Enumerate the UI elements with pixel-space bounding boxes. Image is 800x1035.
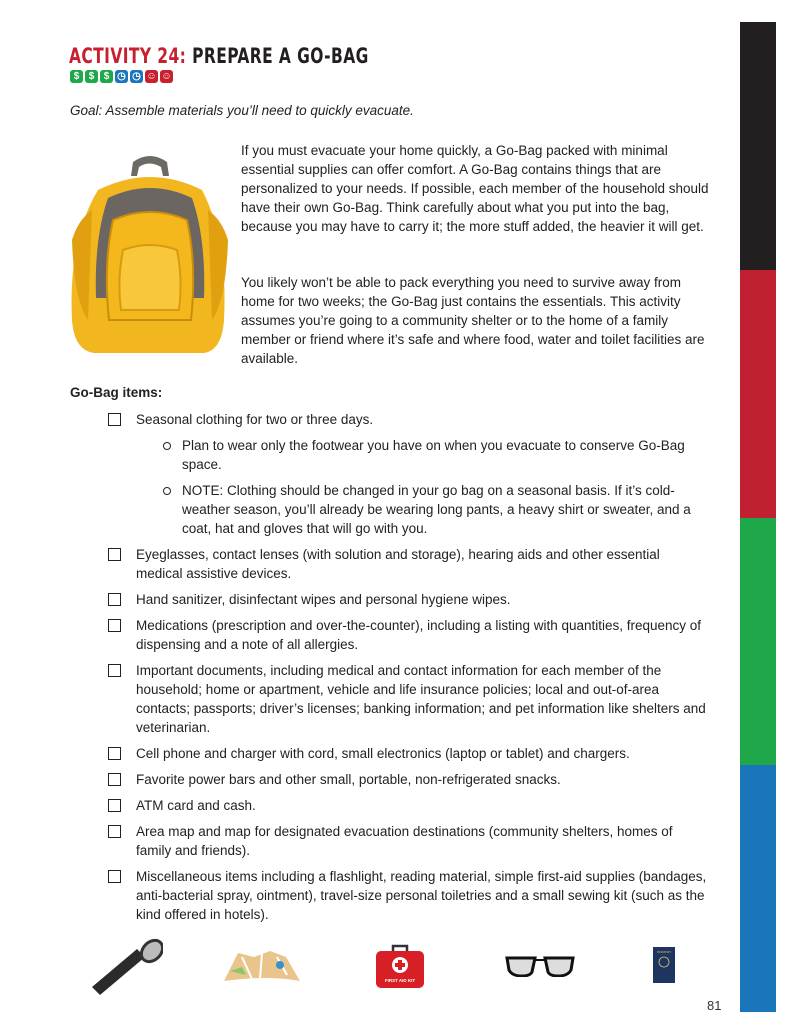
checklist-item-text: Hand sanitizer, disinfectant wipes and personal hygiene wipes.	[136, 592, 511, 607]
color-tab-black	[740, 22, 776, 270]
checklist-item	[108, 410, 708, 538]
sub-bullet-text: Plan to wear only the footwear you have on when you evacuate to conserve Go-Bag space.	[182, 438, 685, 472]
bullet-circle-icon	[163, 442, 171, 450]
backpack-image	[68, 150, 233, 360]
checklist-item-text: Seasonal clothing for two or three days.	[136, 412, 374, 427]
dollar-icon: $	[70, 70, 83, 83]
intro-paragraph-2: You likely won’t be able to pack everything you need to survive away from home for two weeks; the Go-Bag just contains the essentials. This activity assumes you’re going to a community shelter or to the home of a family member or friend where it’s safe and where food, water and toilet facilities are available.	[241, 275, 705, 366]
checkbox[interactable]	[108, 773, 121, 786]
checklist-item-text: Important documents, including medical and contact information for each member of the household; home or apartment, vehicle and life insurance policies; local and out-of-area contacts; passports; driver’s licenses; banking information; and pet information like shelters and veterinarian.	[136, 663, 706, 735]
bullet-circle-icon	[163, 487, 171, 495]
checkbox[interactable]	[108, 548, 121, 561]
svg-text:PASSPORT: PASSPORT	[657, 951, 671, 954]
checklist	[108, 410, 708, 931]
difficulty-badges	[70, 70, 173, 83]
eyeglasses-image	[505, 955, 575, 977]
dollar-icon: $	[85, 70, 98, 83]
checklist-item	[108, 744, 708, 763]
goal-text: Goal: Assemble materials you’ll need to quickly evacuate.	[70, 103, 414, 118]
effort-icon: ☺	[146, 70, 157, 82]
flashlight-image	[88, 937, 163, 999]
checkbox[interactable]	[108, 825, 121, 838]
checkbox[interactable]	[108, 747, 121, 760]
clock-icon: ◷	[115, 70, 128, 83]
checkbox[interactable]	[108, 619, 121, 632]
checklist-item	[108, 661, 708, 737]
checklist-item-text: ATM card and cash.	[136, 798, 256, 813]
color-tab-red	[740, 270, 776, 518]
checklist-item-text: Medications (prescription and over-the-counter), including a listing with quantities, frequency of dispensing and a note of all allergies.	[136, 618, 702, 652]
checklist-item-text: Area map and map for designated evacuation destinations (community shelters, homes of family and friends).	[136, 824, 673, 858]
intro-paragraph-1: If you must evacuate your home quickly, a Go-Bag packed with minimal essential supplies can offer comfort. A Go-Bag contains things that are personalized to your needs. If possible, each member of the household should have their own Go-Bag. Think carefully about what you put into the bag, because you may have to carry it; the more stuff added, the heavier it will get.	[241, 143, 709, 234]
checklist-item	[108, 616, 708, 654]
checklist-item	[108, 545, 708, 583]
title-main: PREPARE A GO-BAG	[192, 44, 369, 68]
checklist-item-text: Miscellaneous items including a flashlight, reading material, simple first-aid supplies (bandages, anti-bacterial spray, ointment), travel-size personal toiletries and a small sewing kit (such as the kind offered in hotels).	[136, 869, 707, 922]
checklist-item	[108, 822, 708, 860]
checklist-item	[108, 770, 708, 789]
checklist-item-text: Eyeglasses, contact lenses (with solution and storage), hearing aids and other essential medical assistive devices.	[136, 547, 660, 581]
page-number: 81	[707, 998, 722, 1013]
checklist-item	[108, 867, 708, 924]
checkbox[interactable]	[108, 870, 121, 883]
checkbox[interactable]	[108, 593, 121, 606]
section-heading: Go-Bag items:	[70, 385, 163, 400]
passport-image	[653, 947, 675, 983]
checklist-item-text: Favorite power bars and other small, portable, non-refrigerated snacks.	[136, 772, 561, 787]
dollar-icon: $	[100, 70, 113, 83]
checklist-item	[108, 590, 708, 609]
checklist-item-text: Cell phone and charger with cord, small electronics (laptop or tablet) and chargers.	[136, 746, 630, 761]
sub-bullet	[163, 481, 708, 538]
checkbox[interactable]	[108, 799, 121, 812]
first-aid-kit-image	[375, 943, 425, 989]
color-tab-green	[740, 518, 776, 765]
checklist-item	[108, 796, 708, 815]
checkbox[interactable]	[108, 664, 121, 677]
page-title	[69, 44, 369, 68]
checkbox[interactable]	[108, 413, 121, 426]
effort-icon: ☺	[161, 70, 172, 82]
clock-icon: ◷	[130, 70, 143, 83]
sub-bullet-text: NOTE: Clothing should be changed in your go bag on a seasonal basis. If it’s cold-weather season, you’ll already be wearing long pants, a heavy shirt or sweater, and a coat, hat and gloves that will go with you.	[182, 483, 691, 536]
sub-bullet	[163, 436, 708, 474]
map-image	[222, 949, 302, 985]
color-tab-blue	[740, 765, 776, 1012]
svg-text:FIRST AID KIT: FIRST AID KIT	[384, 978, 416, 983]
title-prefix: ACTIVITY 24:	[69, 44, 187, 68]
